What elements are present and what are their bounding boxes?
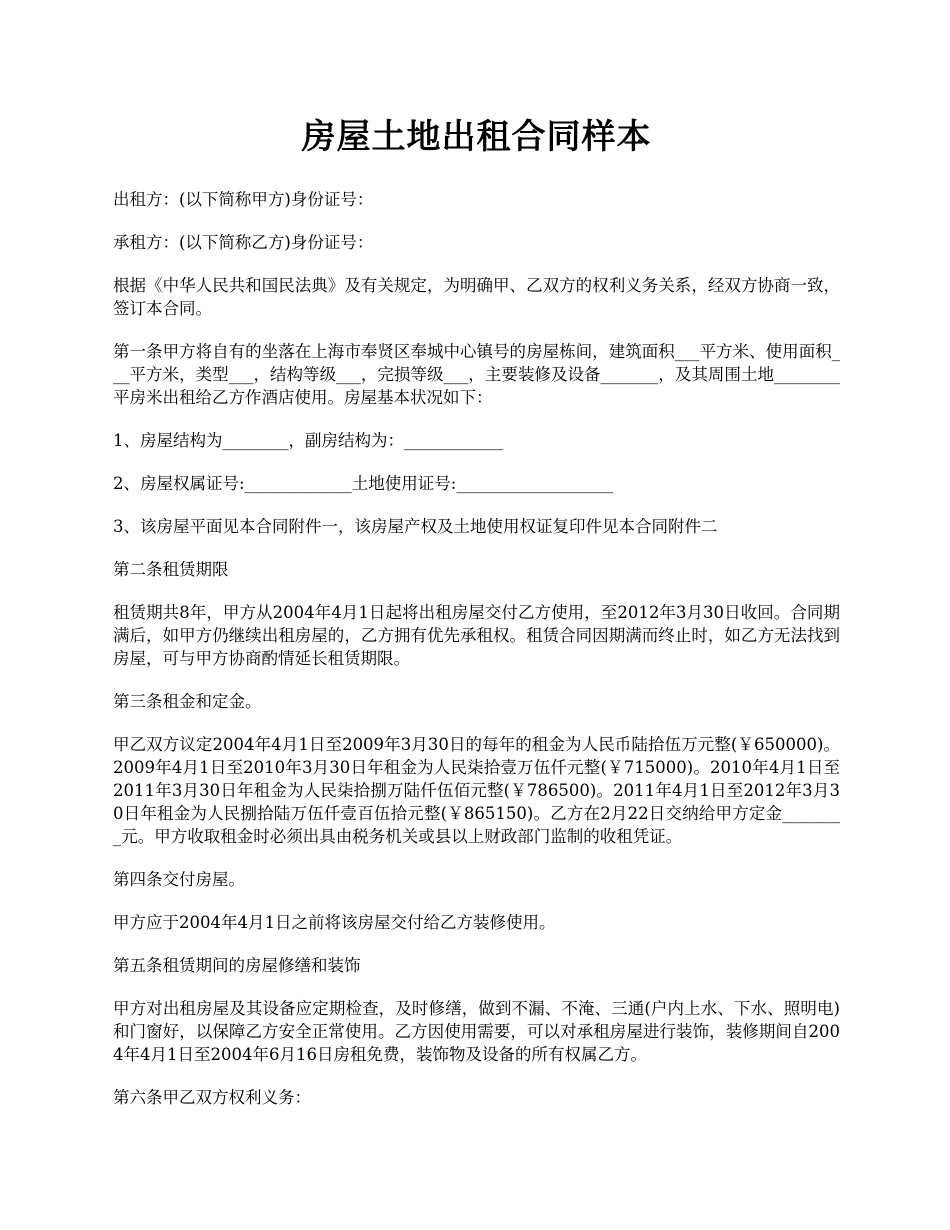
document-title: 房屋土地出租合同样本 [301,117,652,157]
paragraph-article-4-body: 甲方应于2004年4月1日之前将该房屋交付给乙方装修使用。 [113,913,556,932]
paragraph-article-2-body: 租赁期共8年，甲方从2004年4月1日起将出租房屋交付乙方使用，至2012年3月30日收回。合同期满后，如甲方仍继续出租房屋的，乙方拥有优先承租权。租赁合同因期满而终止时，如乙方无法找到房屋，可与甲方协商酌情延长租赁期限。 [113,603,840,668]
paragraph-item-2: 2、房屋权属证号:_____________土地使用证号:___________________ [113,474,614,493]
heading-article-5: 第五条租赁期间的房屋修缮和装饰 [113,956,361,975]
heading-article-3: 第三条租金和定金。 [113,692,262,711]
paragraph-article-5-body: 甲方对出租房屋及其设备应定期检查，及时修缮，做到不漏、不淹、三通(户内上水、下水、照明电)和门窗好，以保障乙方安全正常使用。乙方因使用需要，可以对承租房屋进行装饰，装修期间自2004年4月1日至2004年6月16日房租免费，装饰物及设备的所有权属乙方。 [113,999,840,1064]
paragraph-lessee: 承租方：(以下简称乙方)身份证号： [113,233,374,252]
paragraph-item-3: 3、该房屋平面见本合同附件一，该房屋产权及土地使用权证复印件见本合同附件二 [113,517,718,536]
heading-article-2: 第二条租赁期限 [113,560,229,579]
paragraph-article-3-body: 甲乙双方议定2004年4月1日至2009年3月30日的每年的租金为人民币陆拾伍万元整(￥650000)。2009年4月1日至2010年3月30日年租金为人民柒拾壹万伍仟元整(￥715000)。2010年4月1日至2011年3月30日年租金为人民柒拾捌万陆仟伍佰元整(￥786500)。2011年4月1日至2012年3月30日年租金为人民捌拾陆万伍仟壹百伍拾元整(￥865150)。乙方在2月22日交纳给甲方定金________元。甲方收取租金时必须出具由税务机关或县以上财政部门监制的收租凭证。 [113,735,840,846]
paragraph-article-1: 第一条甲方将自有的坐落在上海市奉贤区奉城中心镇号的房屋栋间，建筑面积___平方米、使用面积___平方米，类型___，结构等级___，完损等级___，主要装修及设备_______，及其周围土地________平房米出租给乙方作酒店使用。房屋基本状况如下： [113,342,840,407]
paragraph-item-1: 1、房屋结构为________，副房结构为：____________ [113,431,503,450]
paragraph-lessor: 出租方：(以下简称甲方)身份证号： [113,190,374,209]
paragraph-preamble: 根据《中华人民共和国民法典》及有关规定，为明确甲、乙双方的权利义务关系，经双方协商一致，签订本合同。 [113,276,840,318]
heading-article-6: 第六条甲乙双方权利义务： [113,1088,311,1107]
heading-article-4: 第四条交付房屋。 [113,870,245,889]
